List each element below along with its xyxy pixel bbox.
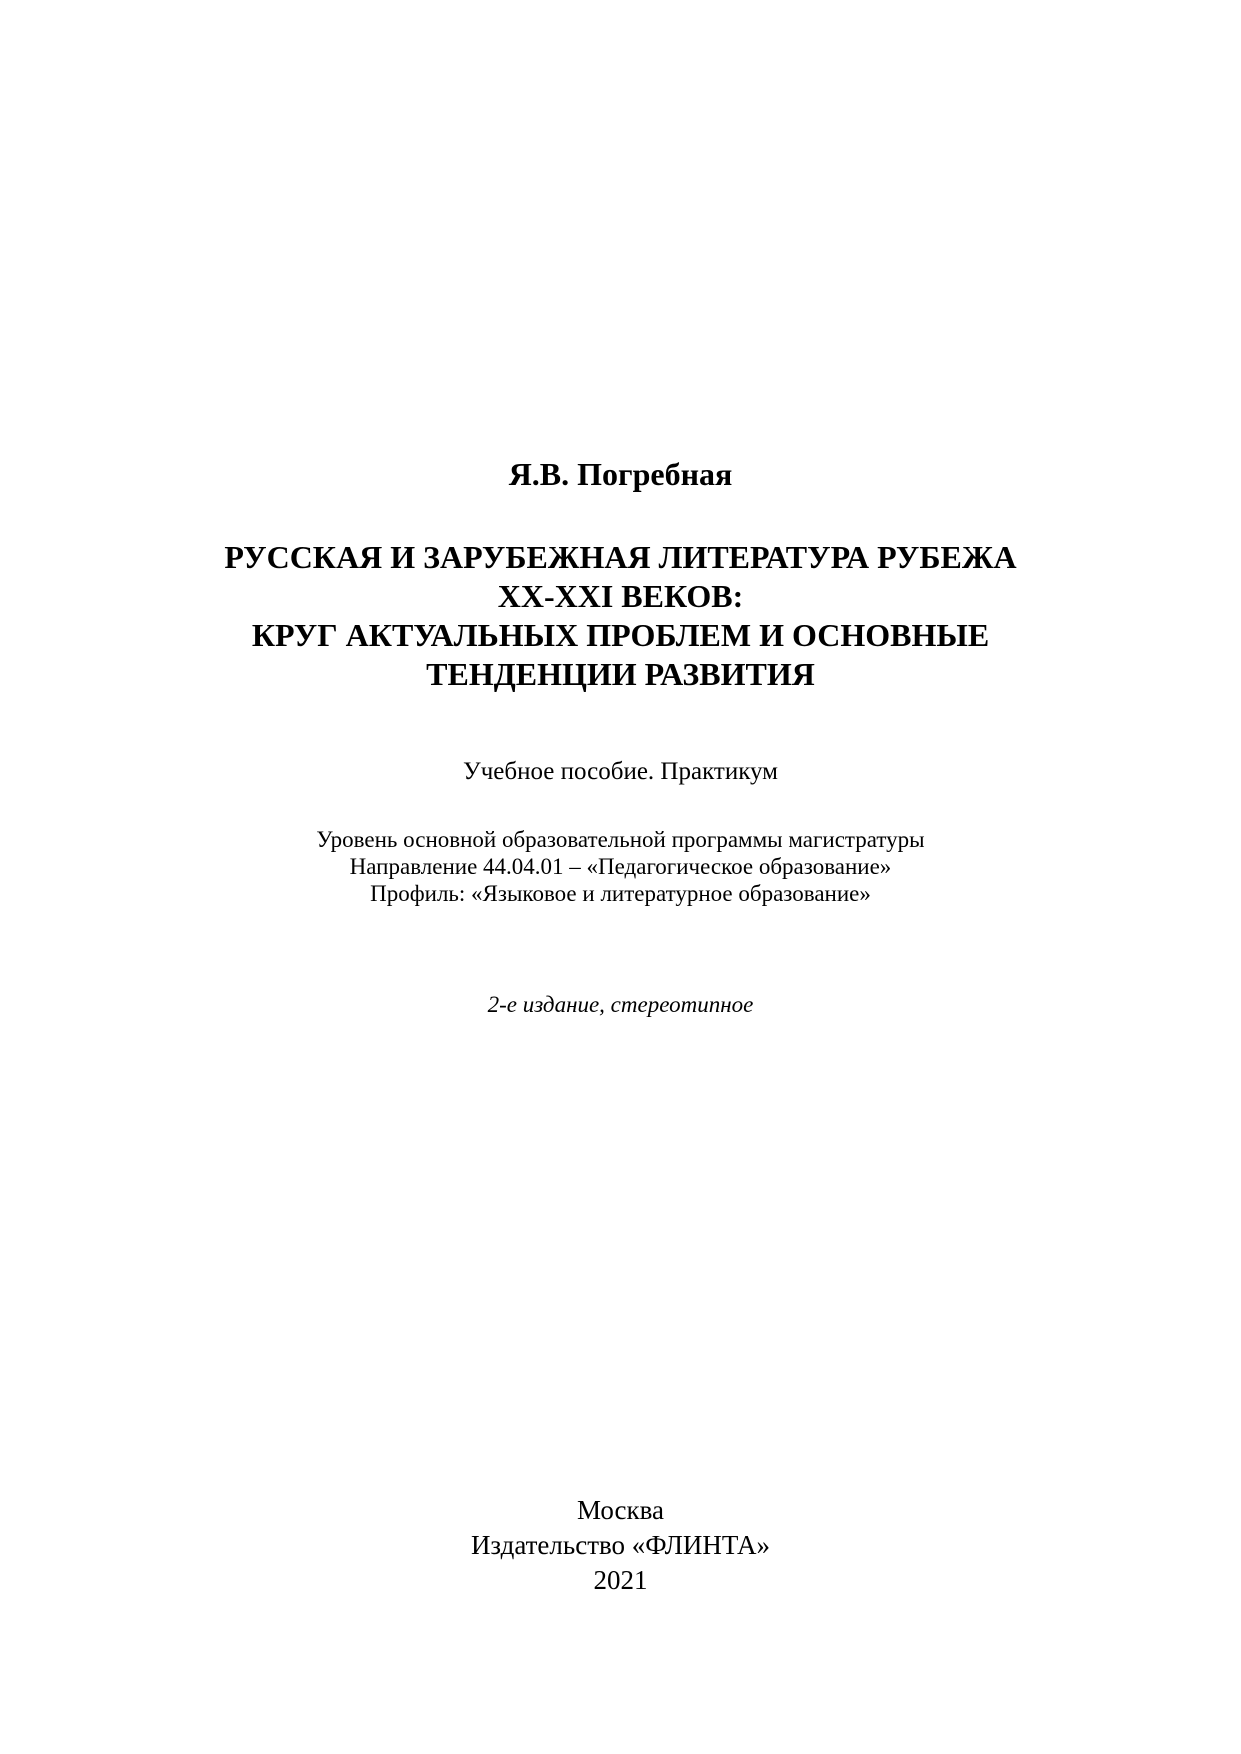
book-subtitle: Учебное пособие. Практикум — [463, 758, 778, 785]
program-info — [0, 826, 1241, 907]
imprint-city: Москва — [577, 1495, 664, 1525]
book-title — [0, 538, 1241, 694]
book-author: Я.В. Погребная — [508, 456, 733, 492]
book-title-line: ТЕНДЕНЦИИ РАЗВИТИЯ — [426, 656, 815, 692]
program-profile: Профиль: «Языковое и литературное образование» — [370, 881, 871, 906]
imprint-publisher: Издательство «ФЛИНТА» — [470, 1530, 771, 1560]
imprint — [0, 1493, 1241, 1598]
book-title-line: РУССКАЯ И ЗАРУБЕЖНАЯ ЛИТЕРАТУРА РУБЕЖА — [224, 539, 1017, 575]
book-title-line: КРУГ АКТУАЛЬНЫХ ПРОБЛЕМ И ОСНОВНЫЕ — [251, 617, 990, 653]
edition-note: 2-е издание, стереотипное — [487, 992, 754, 1017]
imprint-year: 2021 — [593, 1565, 648, 1595]
program-direction: Направление 44.04.01 – «Педагогическое образование» — [349, 854, 892, 879]
book-title-line: XX-XXI ВЕКОВ: — [497, 578, 744, 614]
program-level: Уровень основной образовательной программы магистратуры — [316, 827, 925, 852]
